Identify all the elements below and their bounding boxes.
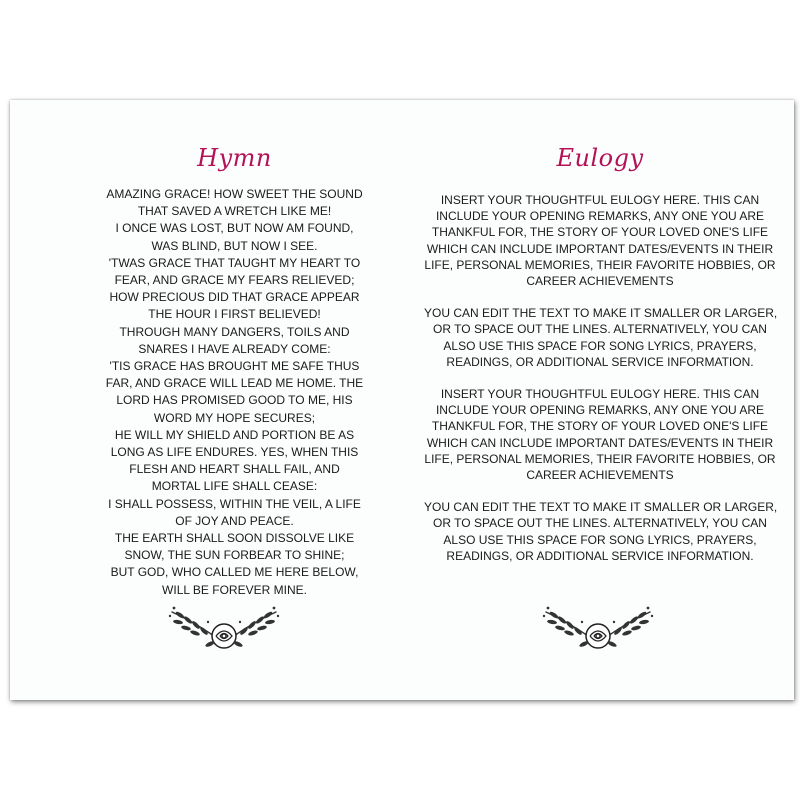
- hymn-title: Hymn: [197, 144, 272, 172]
- eulogy-line: WHICH CAN INCLUDE IMPORTANT DATES/EVENTS IN THEIR: [426, 435, 774, 450]
- hymn-line: I ONCE WAS LOST, BUT NOW AM FOUND,: [115, 221, 354, 236]
- hymn-line: I SHALL POSSESS, WITHIN THE VEIL, A LIFE: [108, 496, 361, 511]
- eulogy-line: CAREER ACHIEVEMENTS: [526, 468, 674, 483]
- hymn-line: FLESH AND HEART SHALL FAIL, AND: [129, 462, 340, 477]
- floral-wreath-icon: [538, 600, 658, 656]
- eulogy-line: READINGS, OR ADDITIONAL SERVICE INFORMATION.: [446, 354, 754, 369]
- floral-wreath-icon: [164, 600, 284, 656]
- hymn-lyrics: [66, 186, 403, 599]
- eulogy-line: READINGS, OR ADDITIONAL SERVICE INFORMATION.: [446, 548, 754, 563]
- eulogy-line: OR TO SPACE OUT THE LINES. ALTERNATIVELY, YOU CAN: [433, 516, 767, 531]
- eulogy-paragraph: [424, 192, 776, 289]
- eulogy-paragraph: [424, 499, 776, 564]
- hymn-line: THE EARTH SHALL SOON DISSOLVE LIKE: [114, 531, 355, 546]
- eulogy-paragraph: [424, 386, 776, 483]
- eulogy-line: YOU CAN EDIT THE TEXT TO MAKE IT SMALLER OR LARGER,: [424, 306, 778, 321]
- hymn-line: THE HOUR I FIRST BELIEVED!: [148, 307, 321, 322]
- hymn-line: SNARES I HAVE ALREADY COME:: [138, 341, 331, 356]
- hymn-line: LONG AS LIFE ENDURES. YES, WHEN THIS: [110, 445, 359, 460]
- hymn-line: HE WILL MY SHIELD AND PORTION BE AS: [114, 427, 355, 442]
- eulogy-line: ALSO USE THIS SPACE FOR SONG LYRICS, PRAYERS,: [443, 338, 757, 353]
- hymn-line: AMAZING GRACE! HOW SWEET THE SOUND: [106, 187, 363, 201]
- eulogy-line: LIFE, PERSONAL MEMORIES, THEIR FAVORITE HOBBIES, OR: [424, 257, 776, 272]
- hymn-line: BUT GOD, WHO CALLED ME HERE BELOW,: [110, 565, 359, 580]
- eulogy-line: THANKFUL FOR, THE STORY OF YOUR LOVED ONE'S LIFE: [431, 225, 769, 240]
- hymn-line: HOW PRECIOUS DID THAT GRACE APPEAR: [109, 290, 360, 305]
- hymn-line: 'TIS GRACE HAS BROUGHT ME SAFE THUS: [109, 359, 360, 374]
- hymn-line: LORD HAS PROMISED GOOD TO ME, HIS: [116, 393, 353, 408]
- hymn-line: WAS BLIND, BUT NOW I SEE.: [151, 238, 318, 253]
- program-page: [10, 100, 794, 700]
- eulogy-line: LIFE, PERSONAL MEMORIES, THEIR FAVORITE HOBBIES, OR: [424, 451, 776, 466]
- eulogy-line: CAREER ACHIEVEMENTS: [526, 274, 674, 289]
- hymn-line: SNOW, THE SUN FORBEAR TO SHINE;: [124, 548, 345, 563]
- eulogy-column: [424, 100, 776, 700]
- eulogy-line: ALSO USE THIS SPACE FOR SONG LYRICS, PRAYERS,: [443, 532, 757, 547]
- eulogy-line: INCLUDE YOUR OPENING REMARKS, ANY ONE YOU ARE: [435, 209, 765, 224]
- hymn-line: MORTAL LIFE SHALL CEASE:: [151, 479, 318, 494]
- eulogy-line: INSERT YOUR THOUGHTFUL EULOGY HERE. THIS CAN: [440, 193, 760, 207]
- hymn-line: THAT SAVED A WRETCH LIKE ME!: [137, 204, 332, 219]
- eulogy-line: WHICH CAN INCLUDE IMPORTANT DATES/EVENTS IN THEIR: [426, 241, 774, 256]
- hymn-line: FAR, AND GRACE WILL LEAD ME HOME. THE: [105, 376, 364, 391]
- hymn-line: WILL BE FOREVER MINE.: [162, 582, 307, 597]
- hymn-column: [66, 100, 403, 700]
- eulogy-line: INCLUDE YOUR OPENING REMARKS, ANY ONE YOU ARE: [435, 403, 765, 418]
- eulogy-line: THANKFUL FOR, THE STORY OF YOUR LOVED ONE'S LIFE: [431, 419, 769, 434]
- hymn-line: THROUGH MANY DANGERS, TOILS AND: [119, 324, 350, 339]
- eulogy-paragraph: [424, 305, 776, 370]
- hymn-line: WORD MY HOPE SECURES;: [153, 410, 316, 425]
- hymn-line: FEAR, AND GRACE MY FEARS RELIEVED;: [114, 273, 355, 288]
- eulogy-line: YOU CAN EDIT THE TEXT TO MAKE IT SMALLER OR LARGER,: [424, 500, 778, 515]
- eulogy-body: [424, 192, 776, 580]
- hymn-line: 'TWAS GRACE THAT TAUGHT MY HEART TO: [108, 255, 361, 270]
- eulogy-title: Eulogy: [556, 144, 644, 172]
- eulogy-line: OR TO SPACE OUT THE LINES. ALTERNATIVELY, YOU CAN: [433, 322, 767, 337]
- hymn-line: OF JOY AND PEACE.: [175, 513, 294, 528]
- eulogy-line: INSERT YOUR THOUGHTFUL EULOGY HERE. THIS CAN: [440, 387, 760, 402]
